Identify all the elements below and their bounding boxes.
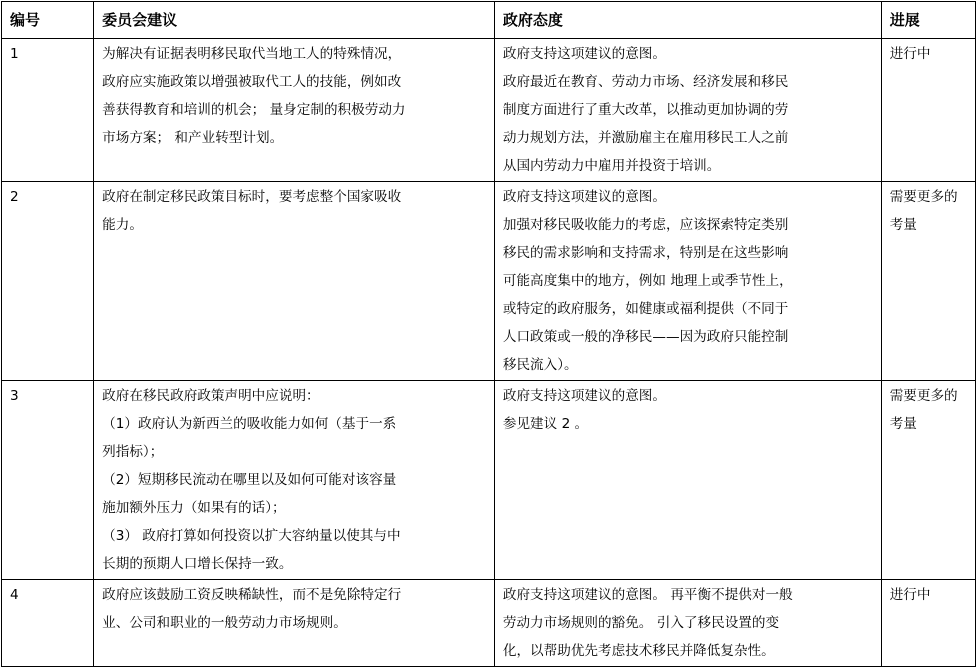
recommendation-cell xyxy=(94,182,495,381)
text-line: 或特定的政府服务，如健康或福利提供（不同于 xyxy=(502,301,789,317)
recommendations-table xyxy=(1,1,976,667)
progress-status: 进行中 xyxy=(889,587,931,603)
text-line: 政府支持这项建议的意图。 xyxy=(502,46,666,62)
text-line: 化，以帮助优先考虑技术移民并降低复杂性。 xyxy=(502,643,775,659)
text-line: 市场方案； 和产业转型计划。 xyxy=(102,130,284,146)
progress-cell xyxy=(881,182,975,381)
text-line: 能力。 xyxy=(102,217,143,233)
table-header-row xyxy=(2,2,976,39)
progress-status: 考量 xyxy=(889,416,917,432)
text-line: 劳动力市场规则的豁免。 引入了移民设置的变 xyxy=(502,615,780,631)
text-line: 移民的需求影响和支持需求，特别是在这些影响 xyxy=(502,245,789,261)
text-line: （1）政府认为新西兰的吸收能力如何（基于一系 xyxy=(102,416,397,432)
text-line: 为解决有证据表明移民取代当地工人的特殊情况， xyxy=(102,46,402,62)
text-line: 从国内劳动力中雇用并投资于培训。 xyxy=(502,158,721,174)
table-row xyxy=(2,182,976,381)
text-line: 制度方面进行了重大改革，以推动更加协调的劳 xyxy=(502,102,789,118)
row-number: 1 xyxy=(2,39,94,182)
text-line: 移民流入）。 xyxy=(502,357,578,373)
text-line: 长期的预期人口增长保持一致。 xyxy=(102,556,293,572)
text-line: 可能高度集中的地方，例如 地理上或季节性上， xyxy=(502,273,793,289)
progress-status: 考量 xyxy=(889,217,917,233)
text-line: （3） 政府打算如何投资以扩大容纳量以使其与中 xyxy=(102,528,401,544)
progress-cell xyxy=(881,39,975,182)
text-line: 政府支持这项建议的意图。 再平衡不提供对一般 xyxy=(502,587,793,603)
progress-status: 需要更多的 xyxy=(889,189,958,205)
text-line: 加强对移民吸收能力的考虑，应该探索特定类别 xyxy=(502,217,789,233)
text-line: 参见建议 2 。 xyxy=(502,416,589,432)
text-line: 施加额外压力（如果有的话）； xyxy=(102,500,286,516)
row-number: 4 xyxy=(2,580,94,667)
response-cell xyxy=(494,182,881,381)
progress-cell xyxy=(881,381,975,580)
response-cell xyxy=(494,381,881,580)
text-line: 政府支持这项建议的意图。 xyxy=(502,189,666,205)
table-row xyxy=(2,381,976,580)
progress-status: 进行中 xyxy=(889,46,931,62)
header-number: 编号 xyxy=(2,2,94,39)
text-line: 政府支持这项建议的意图。 xyxy=(502,388,666,404)
table-row xyxy=(2,580,976,667)
recommendation-cell xyxy=(94,39,495,182)
text-line: 政府应该鼓励工资反映稀缺性，而不是免除特定行 xyxy=(102,587,402,603)
header-progress: 进展 xyxy=(881,2,975,39)
text-line: 业、公司和职业的一般劳动力市场规则。 xyxy=(102,615,347,631)
header-recommendation: 委员会建议 xyxy=(94,2,495,39)
text-line: 政府最近在教育、劳动力市场、经济发展和移民 xyxy=(502,74,789,90)
text-line: 政府应实施政策以增强被取代工人的技能，例如改 xyxy=(102,74,402,90)
recommendation-cell xyxy=(94,580,495,667)
header-government-response: 政府态度 xyxy=(494,2,881,39)
text-line: 善获得教育和培训的机会； 量身定制的积极劳动力 xyxy=(102,102,406,118)
recommendation-cell xyxy=(94,381,495,580)
response-cell xyxy=(494,39,881,182)
response-cell xyxy=(494,580,881,667)
text-line: 动力规划方法，并激励雇主在雇用移民工人之前 xyxy=(502,130,789,146)
text-line: 列指标）； xyxy=(102,444,164,460)
row-number: 3 xyxy=(2,381,94,580)
text-line: 人口政策或一般的净移民——因为政府只能控制 xyxy=(502,329,789,345)
progress-cell xyxy=(881,580,975,667)
text-line: 政府在制定移民政策目标时，要考虑整个国家吸收 xyxy=(102,189,402,205)
progress-status: 需要更多的 xyxy=(889,388,958,404)
text-line: （2）短期移民流动在哪里以及如何可能对该容量 xyxy=(102,472,397,488)
text-line: 政府在移民政府政策声明中应说明： xyxy=(102,388,320,404)
table-row xyxy=(2,39,976,182)
row-number: 2 xyxy=(2,182,94,381)
